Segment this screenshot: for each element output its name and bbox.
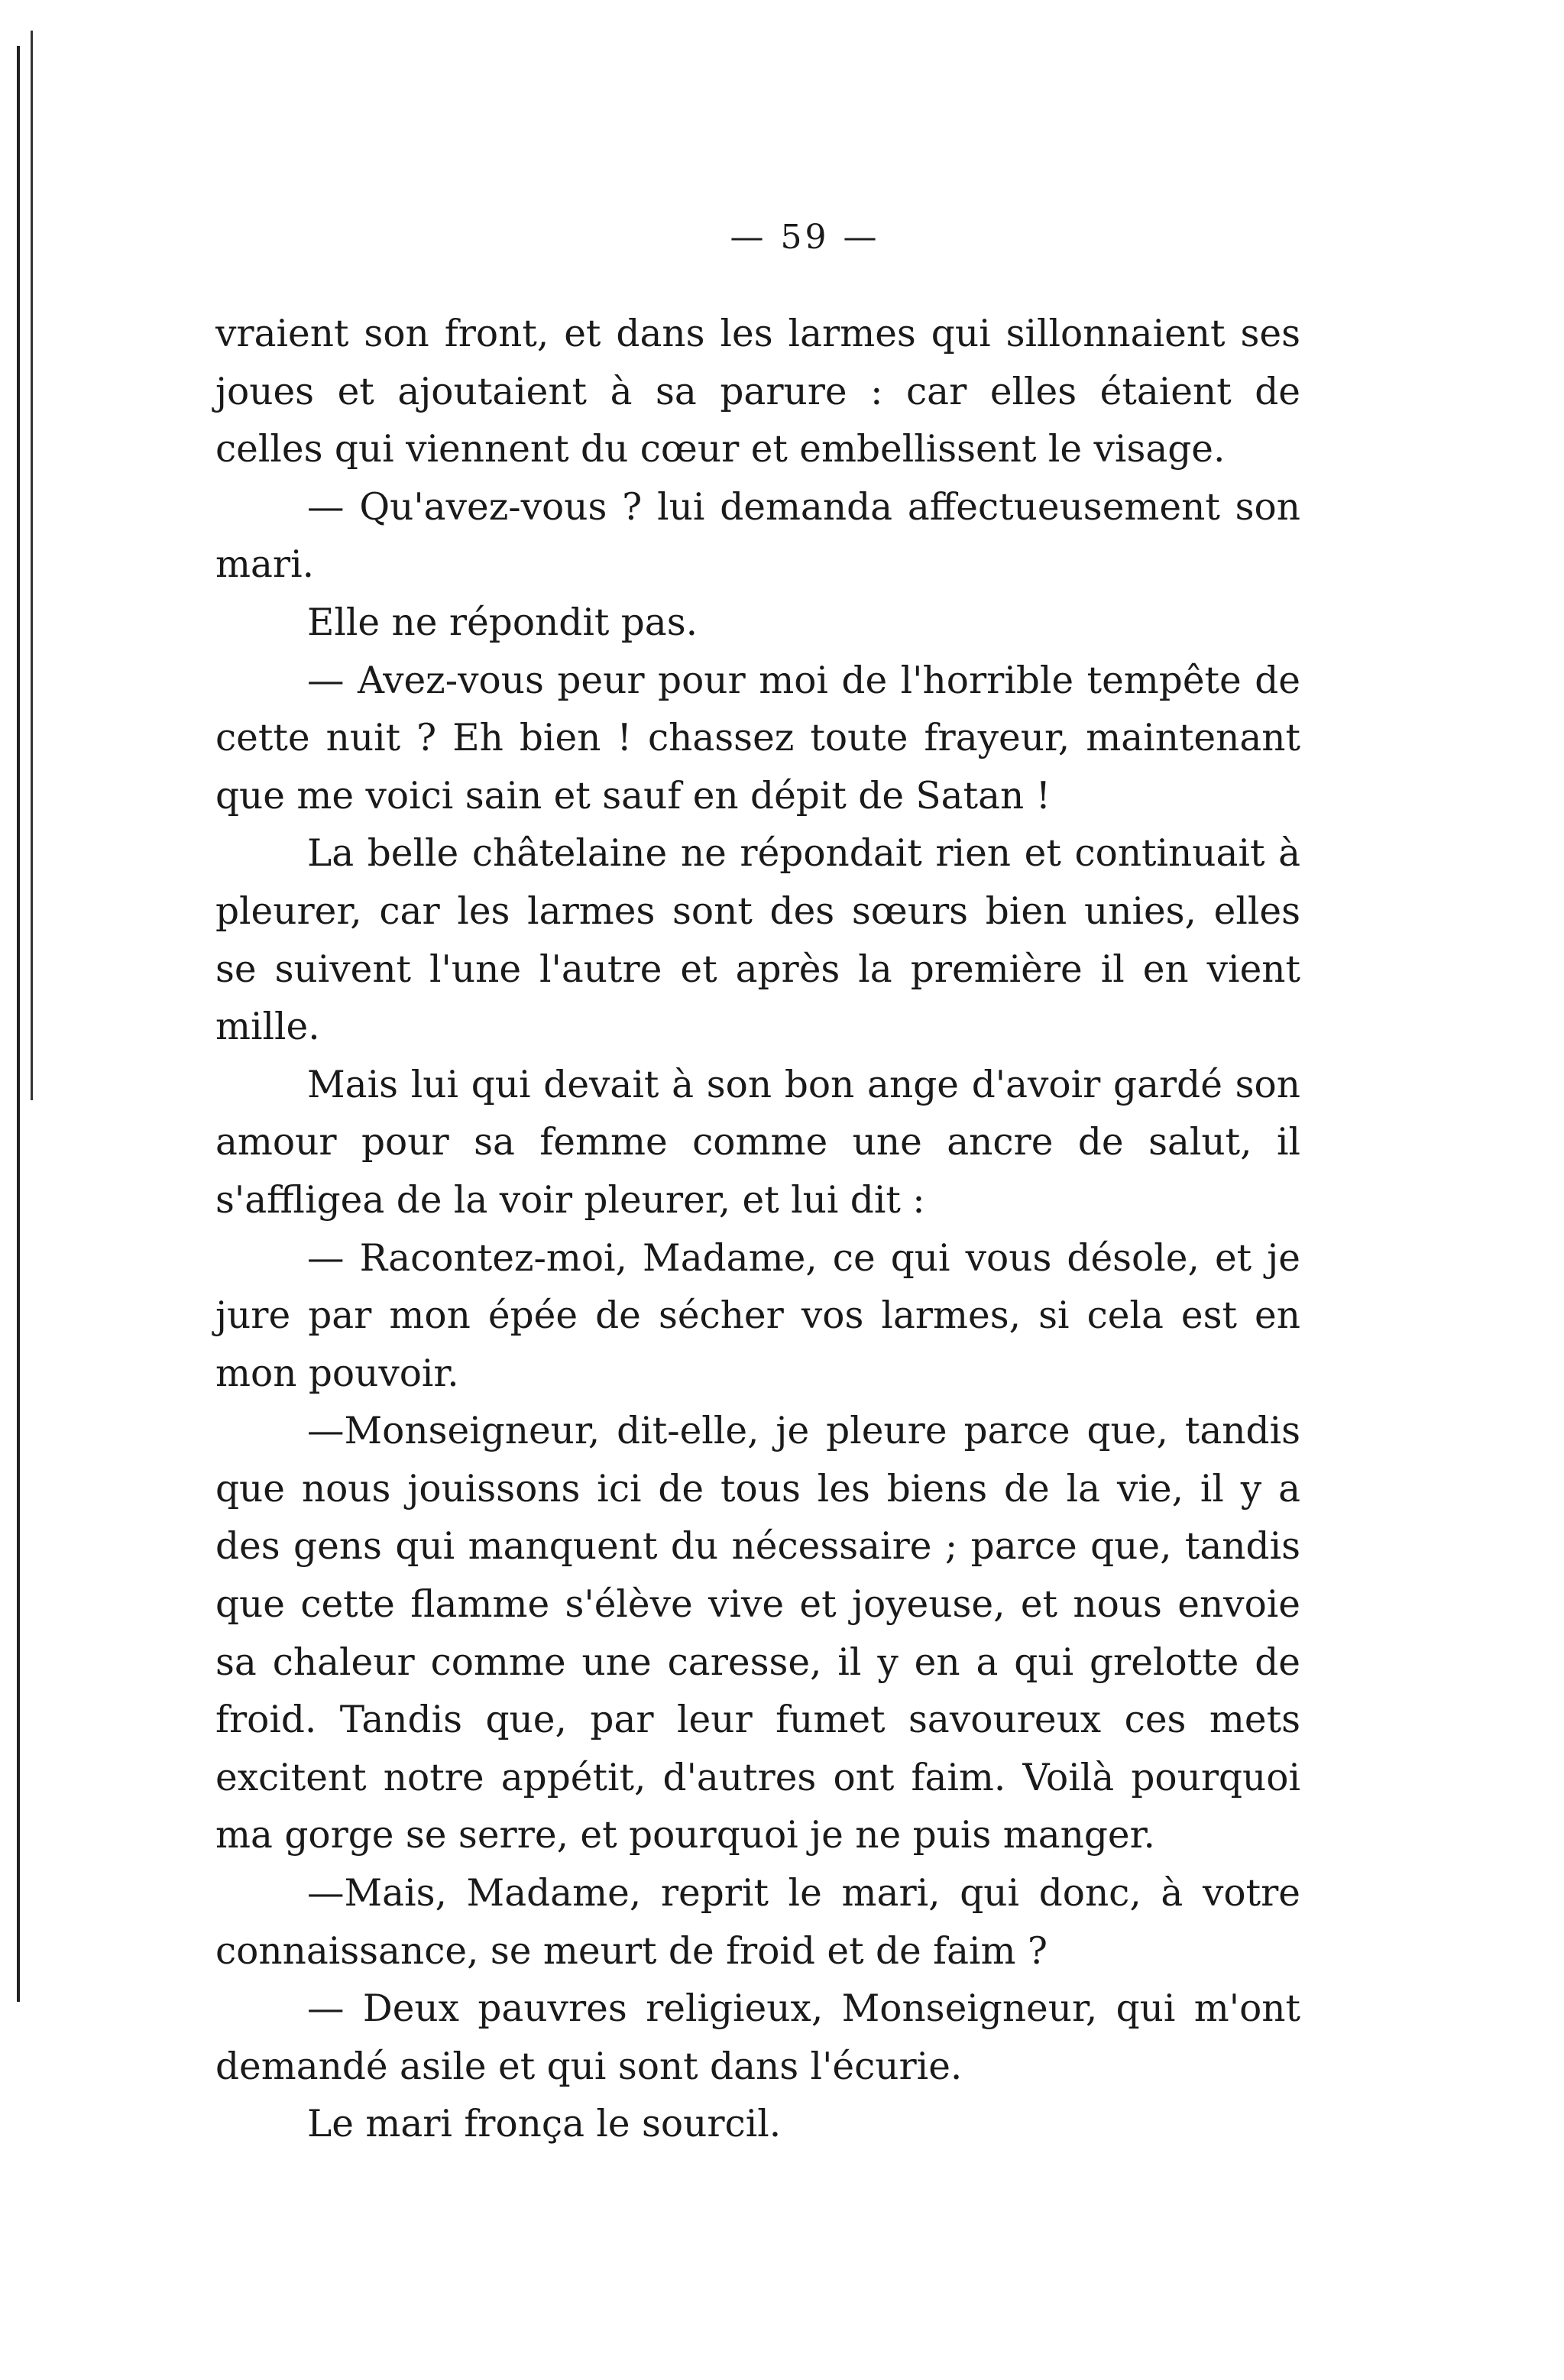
paragraph: — Qu'avez-vous ? lui demanda affectueusement son mari. [215, 485, 1300, 587]
paragraph: Mais lui qui devait à son bon ange d'avoir gardé son amour pour sa femme comme une ancre de salut, il s'affligea de la voir pleurer, et lui dit : [215, 1063, 1300, 1222]
paragraph: Elle ne répondit pas. [307, 601, 698, 644]
paragraph: — Deux pauvres religieux, Monseigneur, qui m'ont demandé asile et qui sont dans l'écurie. [215, 1987, 1300, 2088]
page-body [215, 306, 1300, 2154]
paragraph: vraient son front, et dans les larmes qui sillonnaient ses joues et ajoutaient à sa parure : car elles étaient de celles qui viennent du cœur et embellissent le visage. [215, 312, 1300, 471]
paragraph: Le mari fronça le sourcil. [307, 2103, 782, 2146]
binding-edge-line-inner [31, 31, 33, 1100]
paragraph: —Monseigneur, dit-elle, je pleure parce que, tandis que nous jouissons ici de tous les biens de la vie, il y a des gens qui manquent du nécessaire ; parce que, tandis que cette flamme s'élève vive et joyeuse, et nous envoie sa chaleur comme une caresse, il y en a qui grelotte de froid. Tandis que, par leur fumet savoureux ces mets excitent notre appétit, d'autres ont faim. Voilà pourquoi ma gorge se serre, et pourquoi je ne puis manger. [215, 1410, 1300, 1857]
paragraph: La belle châtelaine ne répondait rien et continuait à pleurer, car les larmes sont des sœurs bien unies, elles se suivent l'une l'autre et après la première il en vient mille. [215, 832, 1300, 1049]
page-number-header: — 59 — [730, 218, 880, 257]
paragraph: — Avez-vous peur pour moi de l'horrible tempête de cette nuit ? Eh bien ! chassez toute frayeur, maintenant que me voici sain et sauf en dépit de Satan ! [215, 659, 1300, 818]
paragraph: — Racontez-moi, Madame, ce qui vous désole, et je jure par mon épée de sécher vos larmes, si cela est en mon pouvoir. [215, 1236, 1300, 1395]
binding-edge-line [17, 46, 20, 2002]
paragraph: —Mais, Madame, reprit le mari, qui donc, à votre connaissance, se meurt de froid et de faim ? [215, 1872, 1300, 1973]
